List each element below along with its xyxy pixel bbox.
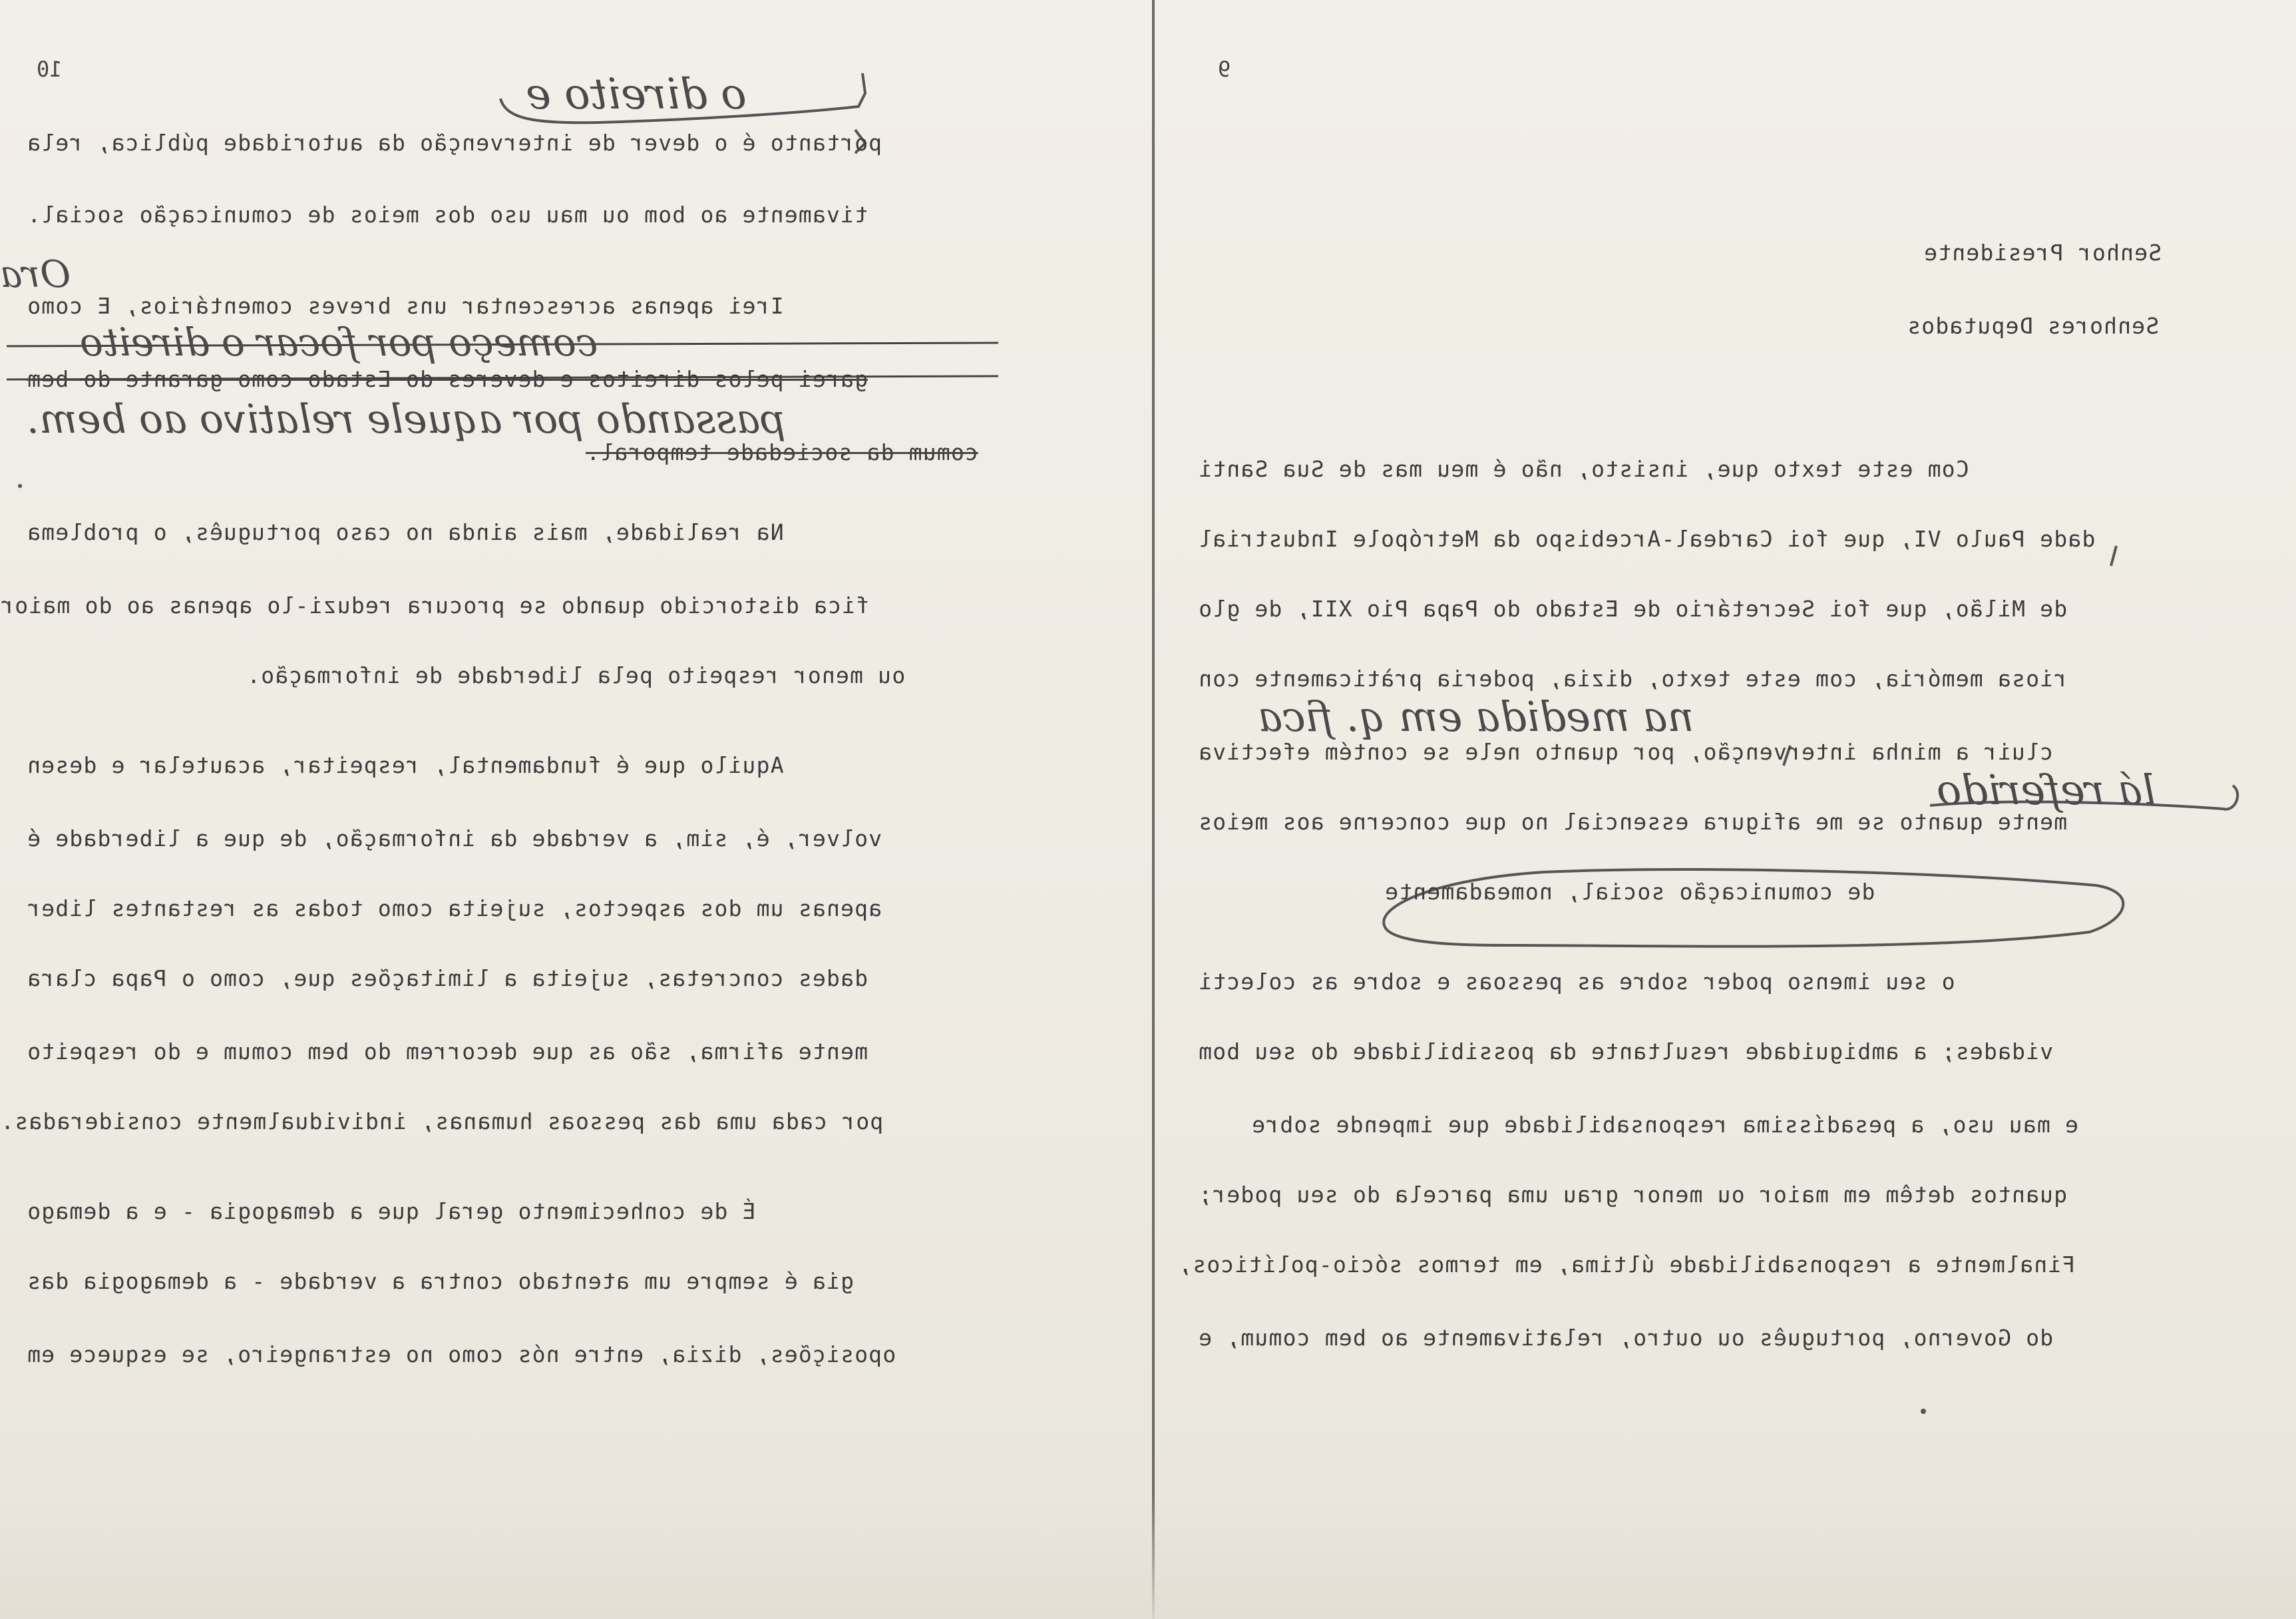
left-line-7: fica distorcido quando se procura reduzi-lo apenas ao do maior	[0, 592, 870, 618]
handwritten-insert-left-1: começo por focar o direito	[80, 320, 598, 365]
left-line-9: Aquilo que é fundamental, respeitar, acautelar e desen	[27, 752, 784, 778]
right-line-1: Com este texto que, insisto, não é meu mas de Sua Santi	[1198, 456, 1969, 482]
left-line-13: mente afirma, são as que decorrem do bem comum e do respeito	[27, 1039, 868, 1064]
right-line-3: de Milão, que foi Secretário de Estado do Papa Pio XII, de glo	[1198, 596, 2068, 622]
handwritten-top-note: o direito e	[526, 70, 747, 119]
page-bottom-shadow	[0, 1491, 2296, 1619]
left-line-5-struck: comum da sociedade temporal.	[586, 439, 978, 465]
left-line-8: ou menor respeito pela liberdade de informação.	[246, 662, 906, 688]
right-line-6: mente quanto se me afigura essencial no que concerne aos meios	[1198, 809, 2068, 835]
right-line-12: Finalmente a responsabilidade última, em termos sócio-políticos,	[1178, 1252, 2076, 1277]
speck	[18, 484, 22, 488]
right-line-9: vidades; a ambiguidade resultante da possibilidade do seu bom	[1198, 1039, 2054, 1064]
salutation-presidente: Senhor Presidente	[1923, 240, 2162, 266]
speck	[1921, 1409, 1926, 1414]
left-line-1: portanto é o dever de intervenção da autoridade pública, rela	[27, 130, 882, 156]
left-line-12: dades concretas, sujeita a limitações que, como o Papa clara	[27, 965, 868, 991]
left-line-10: volver, é, sim, a verdade da informação, de que a liberdade é	[27, 825, 882, 851]
handwritten-insert-left-2: passando por aquele relativo ao bem.	[27, 396, 786, 443]
handwritten-margin-note: Ora	[0, 253, 71, 296]
salutation-deputados: Senhores Deputados	[1907, 313, 2160, 339]
left-line-14: por cada uma das pessoas humanas, individualmente consideradas.	[0, 1108, 884, 1134]
right-line-13: do Governo, português ou outro, relativamente ao bem comum, e	[1198, 1325, 2054, 1351]
right-line-11: quantos detêm em maior ou menor grau uma parcela do seu poder;	[1198, 1182, 2068, 1208]
left-line-15: É de conhecimento geral que a demagogia - e a demago	[27, 1198, 756, 1224]
right-line-8: o seu imenso poder sobre as pessoas e sobre as colecti	[1198, 969, 1955, 995]
right-line-10: e mau uso, a pesadíssima responsabilidade que impende sobre	[1251, 1112, 2078, 1138]
left-line-16: gia é sempre um atentado contra a verdade - a demagogia das	[27, 1268, 854, 1294]
left-line-4-struck: garei pelos direitos e deveres do Estado como garante do bem	[27, 366, 868, 392]
right-line-4: riosa memória, com este texto, dizia, poderia pràticamente con	[1198, 666, 2068, 692]
left-line-17: oposições, dizia, entre nós como no estrangeiro, se esquece em	[27, 1341, 896, 1367]
handwritten-insert-right-1: na medida em q. fica	[1258, 692, 1694, 741]
left-line-6: Na realidade, mais ainda no caso português, o problema	[27, 519, 784, 545]
left-page-number: 10	[37, 57, 63, 82]
left-line-3: Irei apenas acrescentar uns breves comentários, E como	[27, 293, 784, 319]
left-line-2: tivamente ao bom ou mau uso dos meios de comunicação social.	[27, 202, 868, 228]
handwritten-insert-mark-2	[2111, 546, 2116, 566]
right-line-7: de comunicação social, nomeadamente	[1384, 879, 1875, 905]
left-line-11: apenas um dos aspectos, sujeita como todas as restantes liber	[27, 895, 882, 921]
handwritten-insert-right-2: lá referido	[1937, 766, 2156, 814]
right-page-number: 9	[1218, 57, 1231, 82]
right-line-2: dade Paulo VI, que foi Cardeal-Arcebispo da Metrópole Industrial	[1198, 526, 2096, 552]
right-line-5: cluir a minha intervenção, por quanto nele se contém efectiva	[1198, 739, 2054, 765]
